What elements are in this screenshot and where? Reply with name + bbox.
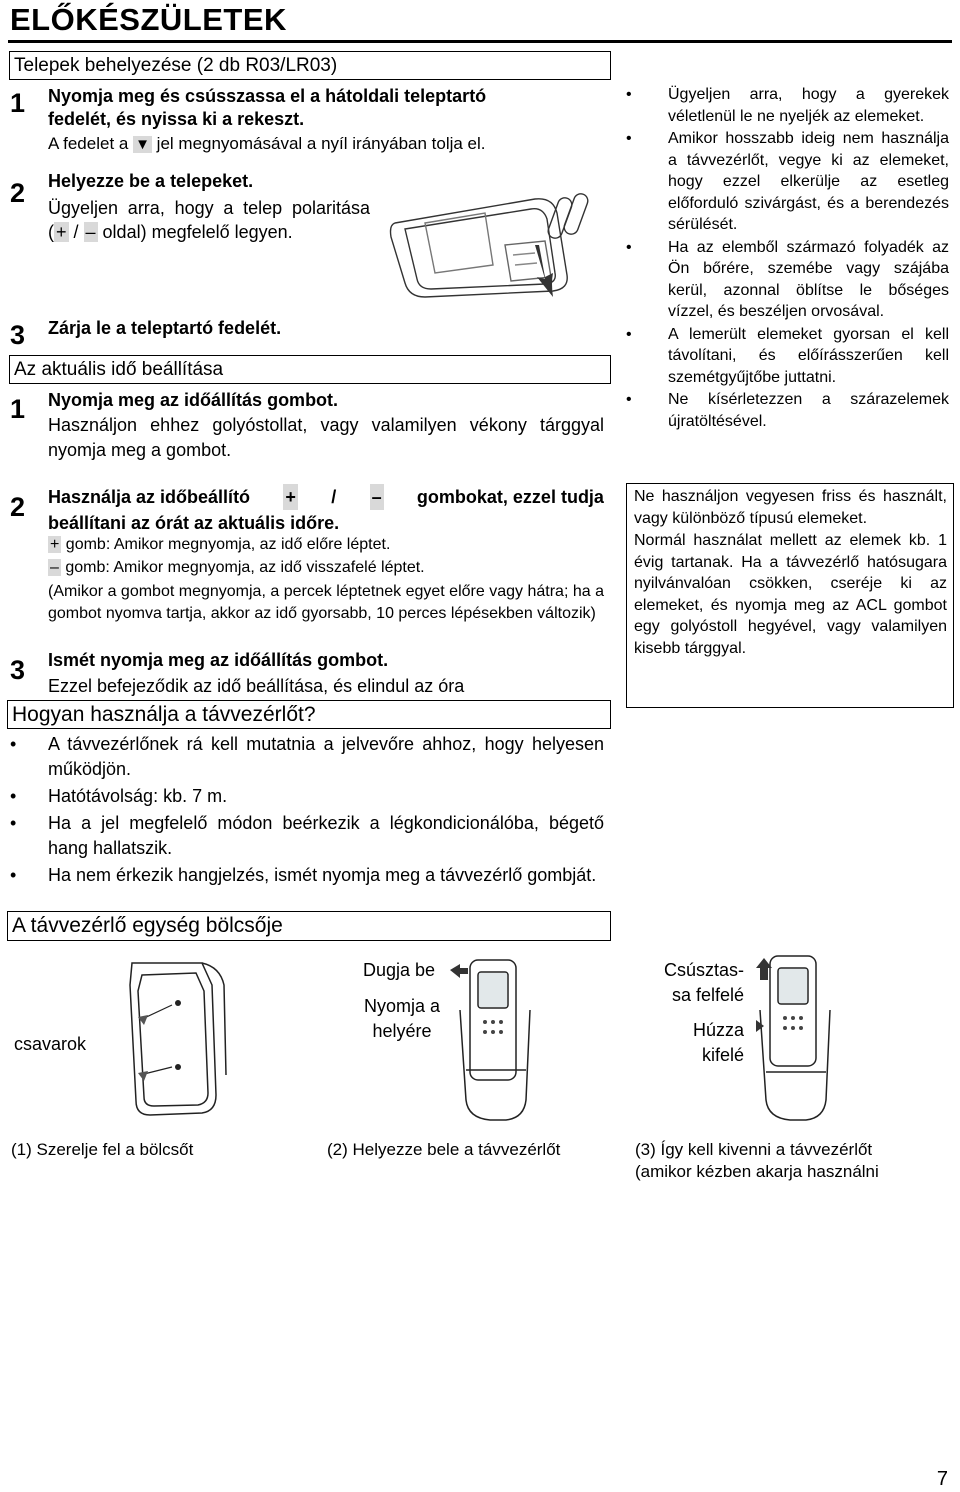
time-step1-text: Használjon ehhez golyóstollat, vagy valamilyen vékony tárggyal nyomja meg a gombot. [48,415,604,460]
slash: / [68,222,84,242]
list-item [10,732,604,782]
remote-screen [479,973,507,1007]
time-step2-title-b: gombokat, ezzel tudja [416,487,604,507]
list-item [626,128,949,236]
cradle-remove-illustration [750,950,840,1130]
note-box [626,483,954,708]
time-step3-text: Ezzel befejeződik az idő beállítása, és elindul az óra [48,676,465,696]
bullet: • [626,130,632,147]
usage-item-text: Ha nem érkezik hangjelzés, ismét nyomja meg a távvezérlő gombját. [48,865,597,885]
label-pull [660,1018,744,1068]
time-step2-title [48,484,604,536]
label-push-line2: helyére [372,1021,432,1041]
list-item [626,84,949,127]
section-title-usage [7,700,611,729]
plus-button-label: + [283,484,298,510]
caption-3 [635,1139,879,1183]
time-step3-title: Ismét nyomja meg az időállítás gombot. [48,650,389,670]
usage-list [10,732,604,888]
cradle-mount-illustration [120,955,240,1125]
bullet: • [10,786,17,806]
time-step2-note: (Amikor a gombot megnyomja, a percek léptetnek egyet előre vagy hátra; ha a gombot nyomva tartja, akkor az idő gyorsabb, 10 perces lépésekben változik) [48,583,604,622]
battery-step1-line2: fedelét, és nyissa ki a rekeszt. [48,109,305,129]
page-title: ELŐKÉSZÜLETEK [10,2,287,37]
plus-text: gomb: Amikor megnyomja, az idő előre léptet. [61,536,391,553]
time-step2-title-a: Használja az időbeállító [48,487,251,507]
warning-text: Ne kísérletezzen a szárazelemek újratöltésével. [668,391,949,430]
section-title-battery [9,51,611,80]
cradle-insert-illustration [450,950,540,1130]
bullet: • [626,238,632,256]
time-step2-title-c: beállítani az órát az aktuális időre. [48,513,340,533]
step-number: 1 [10,88,26,118]
remote-battery-illustration [385,185,615,303]
battery-step1-text-b: jel megnyomásával a nyíl irányában tolja el. [156,134,486,153]
label-pull-line1: Húzza [692,1020,744,1040]
time-step2-minus-line [48,557,425,579]
battery-step1-line3 [48,132,608,157]
list-item [10,811,604,861]
bullet: • [626,86,632,103]
label-push [357,994,447,1044]
note-p1: Ne használjon vegyesen friss és használt, vagy különböző típusú elemeket. [634,488,947,527]
bullet: • [626,325,632,343]
caption-2: (2) Helyezze bele a távvezérlőt [327,1140,561,1159]
list-item [626,237,949,323]
plus-symbol: + [50,536,60,553]
battery-step2-text [48,196,370,244]
minus-symbol: – [50,559,59,576]
plus-symbol: + [56,222,67,242]
bullet: • [10,813,17,833]
battery-step1-line1: Nyomja meg és csússzassa el a hátoldali teleptartó [48,86,487,106]
battery-step2-text-b: oldal) megfelelő legyen. [97,222,293,242]
header-rule [8,40,952,43]
battery-step2-text-a: Ügyeljen arra, hogy a telep polaritása ( [48,198,370,242]
step-number: 2 [10,178,26,208]
usage-item-text: A távvezérlőnek rá kell mutatnia a jelvevőre ahhoz, hogy helyesen működjön. [48,734,604,779]
caption-3-line1: (3) Így kell kivenni a távvezérlőt [635,1140,873,1159]
step-number: 3 [10,320,26,350]
label-pull-line2: kifelé [701,1045,744,1065]
section-title-cradle [7,911,611,941]
warning-text: Ha az elemből származó folyadék az Ön bőrére, szemébe vagy szájába kerül, azonnal öblítse le bőséges vízzel, és beszéljen orvosával. [668,238,949,320]
step-number: 2 [10,492,26,522]
warning-text: A lemerült elemeket gyorsan el kell távolítani, és előírásszerűen kell szemétgyűjtőbe juttatni. [668,325,949,386]
warning-text: Amikor hosszabb ideig nem használja a távvezérlőt, vegye ki az elemeket, hogy ezzel elkerülje az esetleg előforduló szivárgást, és a berendezés sérülését. [668,130,949,233]
list-item [10,784,604,809]
warnings-list [626,84,949,432]
caption-1: (1) Szerelje fel a bölcsőt [11,1140,194,1159]
time-step2-plus-line [48,534,390,556]
label-insert: Dugja be [363,960,436,980]
minus-symbol: – [85,222,96,242]
caption-3-line2: (amikor kézben akarja használni [635,1162,879,1181]
list-item [626,389,949,432]
minus-text: gomb: Amikor megnyomja, az idő visszafelé léptet. [60,559,425,576]
slash: / [331,487,337,507]
time-step1-title: Nyomja meg az időállítás gombot. [48,390,339,410]
label-slide [640,958,744,1008]
cradle-title: A távvezérlő egység bölcsője [12,914,283,937]
usage-item-text: Ha a jel megfelelő módon beérkezik a légkondicionálóba, bégető hang hallatszik. [48,813,604,858]
label-slide-line2: sa felfelé [671,985,744,1005]
usage-item-text: Hatótávolság: kb. 7 m. [48,786,228,806]
label-screws: csavarok [14,1034,87,1054]
page-number: 7 [936,1468,948,1490]
battery-step2-title: Helyezze be a telepeket. [48,171,254,191]
minus-button-label: – [370,484,384,510]
bullet: • [10,865,17,885]
time-title: Az aktuális idő beállítása [14,359,224,380]
battery-step1 [48,84,604,132]
step-number: 1 [10,394,26,424]
note-p2: Normál használat mellett az elemek kb. 1 évig tartanak. Ha a távvezérlő hatósugara nyilvánvalóan csökken, cseréje ki az elemeket, és nyomja meg az ACL gombot egy golyóstoll hegyével, vagy valamilyen kisebb tárggyal. [634,532,947,657]
bullet: • [10,734,17,754]
battery-title: Telepek behelyezése (2 db R03/LR03) [14,55,338,76]
remote-screen [779,969,807,1003]
list-item [626,324,949,389]
bullet: • [626,391,632,408]
battery-step3-text: Zárja le a teleptartó fedelét. [48,318,282,338]
label-push-line1: Nyomja a [363,996,441,1016]
usage-title: Hogyan használja a távvezérlőt? [12,703,316,726]
battery-step1-text-a: A fedelet a [48,134,129,153]
section-title-time [9,355,611,384]
step-number: 3 [10,655,26,685]
warning-text: Ügyeljen arra, hogy a gyerekek véletlenül le ne nyeljék az elemeket. [668,86,949,125]
down-arrow-icon: ▼ [135,136,150,153]
label-slide-line1: Csúsztas- [663,960,744,980]
list-item [10,863,604,888]
